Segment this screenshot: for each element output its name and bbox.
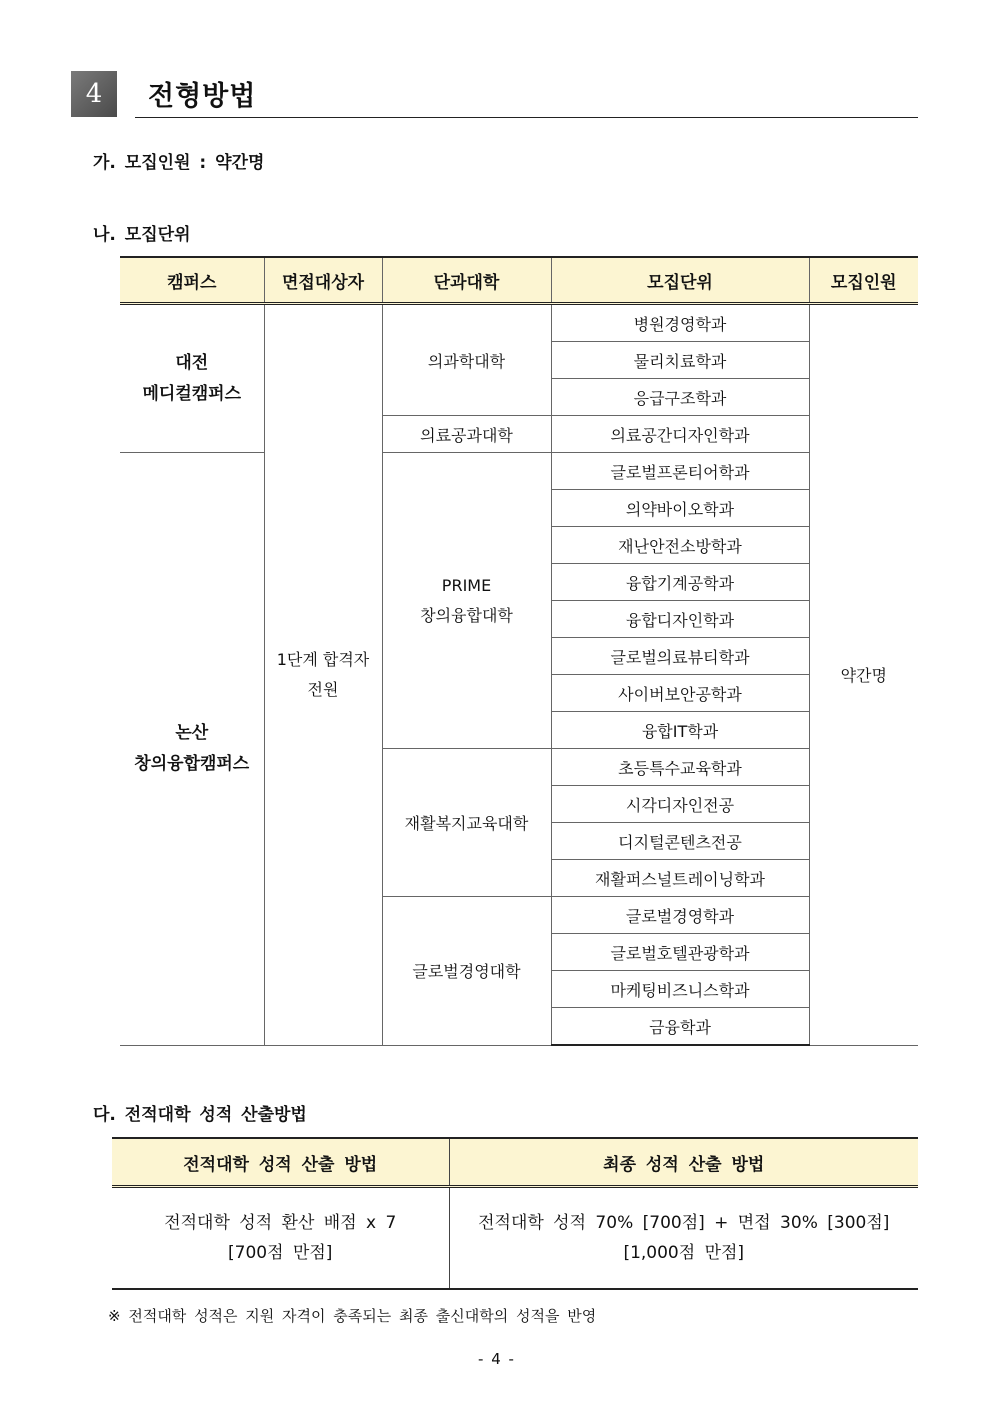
unit: 융합기계공학과 bbox=[551, 564, 809, 601]
college-medical: 의과학대학 bbox=[382, 304, 551, 416]
unit: 병원경영학과 bbox=[551, 304, 809, 342]
final-grade-method: 전적대학 성적 70% [700점] + 면접 30% [300점] [1,000점 만점] bbox=[449, 1187, 918, 1290]
recruit-table-header bbox=[120, 257, 918, 304]
header-previous-grade: 전적대학 성적 산출 방법 bbox=[112, 1138, 449, 1187]
unit: 초등특수교육학과 bbox=[551, 749, 809, 786]
item-da: 다. 전적대학 성적 산출방법 bbox=[93, 1105, 307, 1125]
previous-grade-method: 전적대학 성적 환산 배점 x 7 [700점 만점] bbox=[112, 1187, 449, 1290]
college-prime: PRIME 창의융합대학 bbox=[382, 453, 551, 749]
unit: 글로벌경영학과 bbox=[551, 897, 809, 934]
unit: 사이버보안공학과 bbox=[551, 675, 809, 712]
unit: 금융학과 bbox=[551, 1008, 809, 1046]
unit: 글로벌의료뷰티학과 bbox=[551, 638, 809, 675]
college-medeng: 의료공과대학 bbox=[382, 416, 551, 453]
item-ga: 가. 모집인원 : 약간명 bbox=[93, 153, 265, 173]
quota: 약간명 bbox=[809, 304, 918, 1046]
section-number: 4 bbox=[85, 79, 103, 109]
header-quota: 모집인원 bbox=[809, 257, 918, 304]
section-title: 전형방법 bbox=[148, 81, 257, 112]
page-number: - 4 - bbox=[478, 1350, 514, 1368]
campus-nonsan: 논산 창의융합캠퍼스 bbox=[120, 453, 264, 1046]
header-unit: 모집단위 bbox=[551, 257, 809, 304]
grade-table-header bbox=[112, 1138, 918, 1187]
unit: 융합IT학과 bbox=[551, 712, 809, 749]
footnote: ※ 전적대학 성적은 지원 자격이 충족되는 최종 출신대학의 성적을 반영 bbox=[108, 1307, 597, 1325]
college-global: 글로벌경영대학 bbox=[382, 897, 551, 1046]
campus-daejeon: 대전 메디컬캠퍼스 bbox=[120, 304, 264, 453]
unit: 시각디자인전공 bbox=[551, 786, 809, 823]
unit: 글로벌호텔관광학과 bbox=[551, 934, 809, 971]
unit: 의약바이오학과 bbox=[551, 490, 809, 527]
unit: 응급구조학과 bbox=[551, 379, 809, 416]
unit: 재난안전소방학과 bbox=[551, 527, 809, 564]
interview-target: 1단계 합격자 전원 bbox=[264, 304, 382, 1046]
table-row bbox=[120, 304, 918, 342]
unit: 물리치료학과 bbox=[551, 342, 809, 379]
header-interview: 면접대상자 bbox=[264, 257, 382, 304]
unit: 글로벌프론티어학과 bbox=[551, 453, 809, 490]
college-rehab: 재활복지교육대학 bbox=[382, 749, 551, 897]
grade-table bbox=[112, 1137, 918, 1290]
section-number-box bbox=[71, 71, 117, 117]
table-row bbox=[112, 1187, 918, 1290]
item-na: 나. 모집단위 bbox=[93, 225, 191, 245]
unit: 마케팅비즈니스학과 bbox=[551, 971, 809, 1008]
unit: 재활퍼스널트레이닝학과 bbox=[551, 860, 809, 897]
header-campus: 캠퍼스 bbox=[120, 257, 264, 304]
recruit-table bbox=[120, 256, 918, 1046]
header-college: 단과대학 bbox=[382, 257, 551, 304]
section-divider bbox=[135, 117, 918, 118]
unit: 디지털콘텐츠전공 bbox=[551, 823, 809, 860]
table-row bbox=[120, 453, 918, 490]
unit: 의료공간디자인학과 bbox=[551, 416, 809, 453]
header-final-grade: 최종 성적 산출 방법 bbox=[449, 1138, 918, 1187]
unit: 융합디자인학과 bbox=[551, 601, 809, 638]
